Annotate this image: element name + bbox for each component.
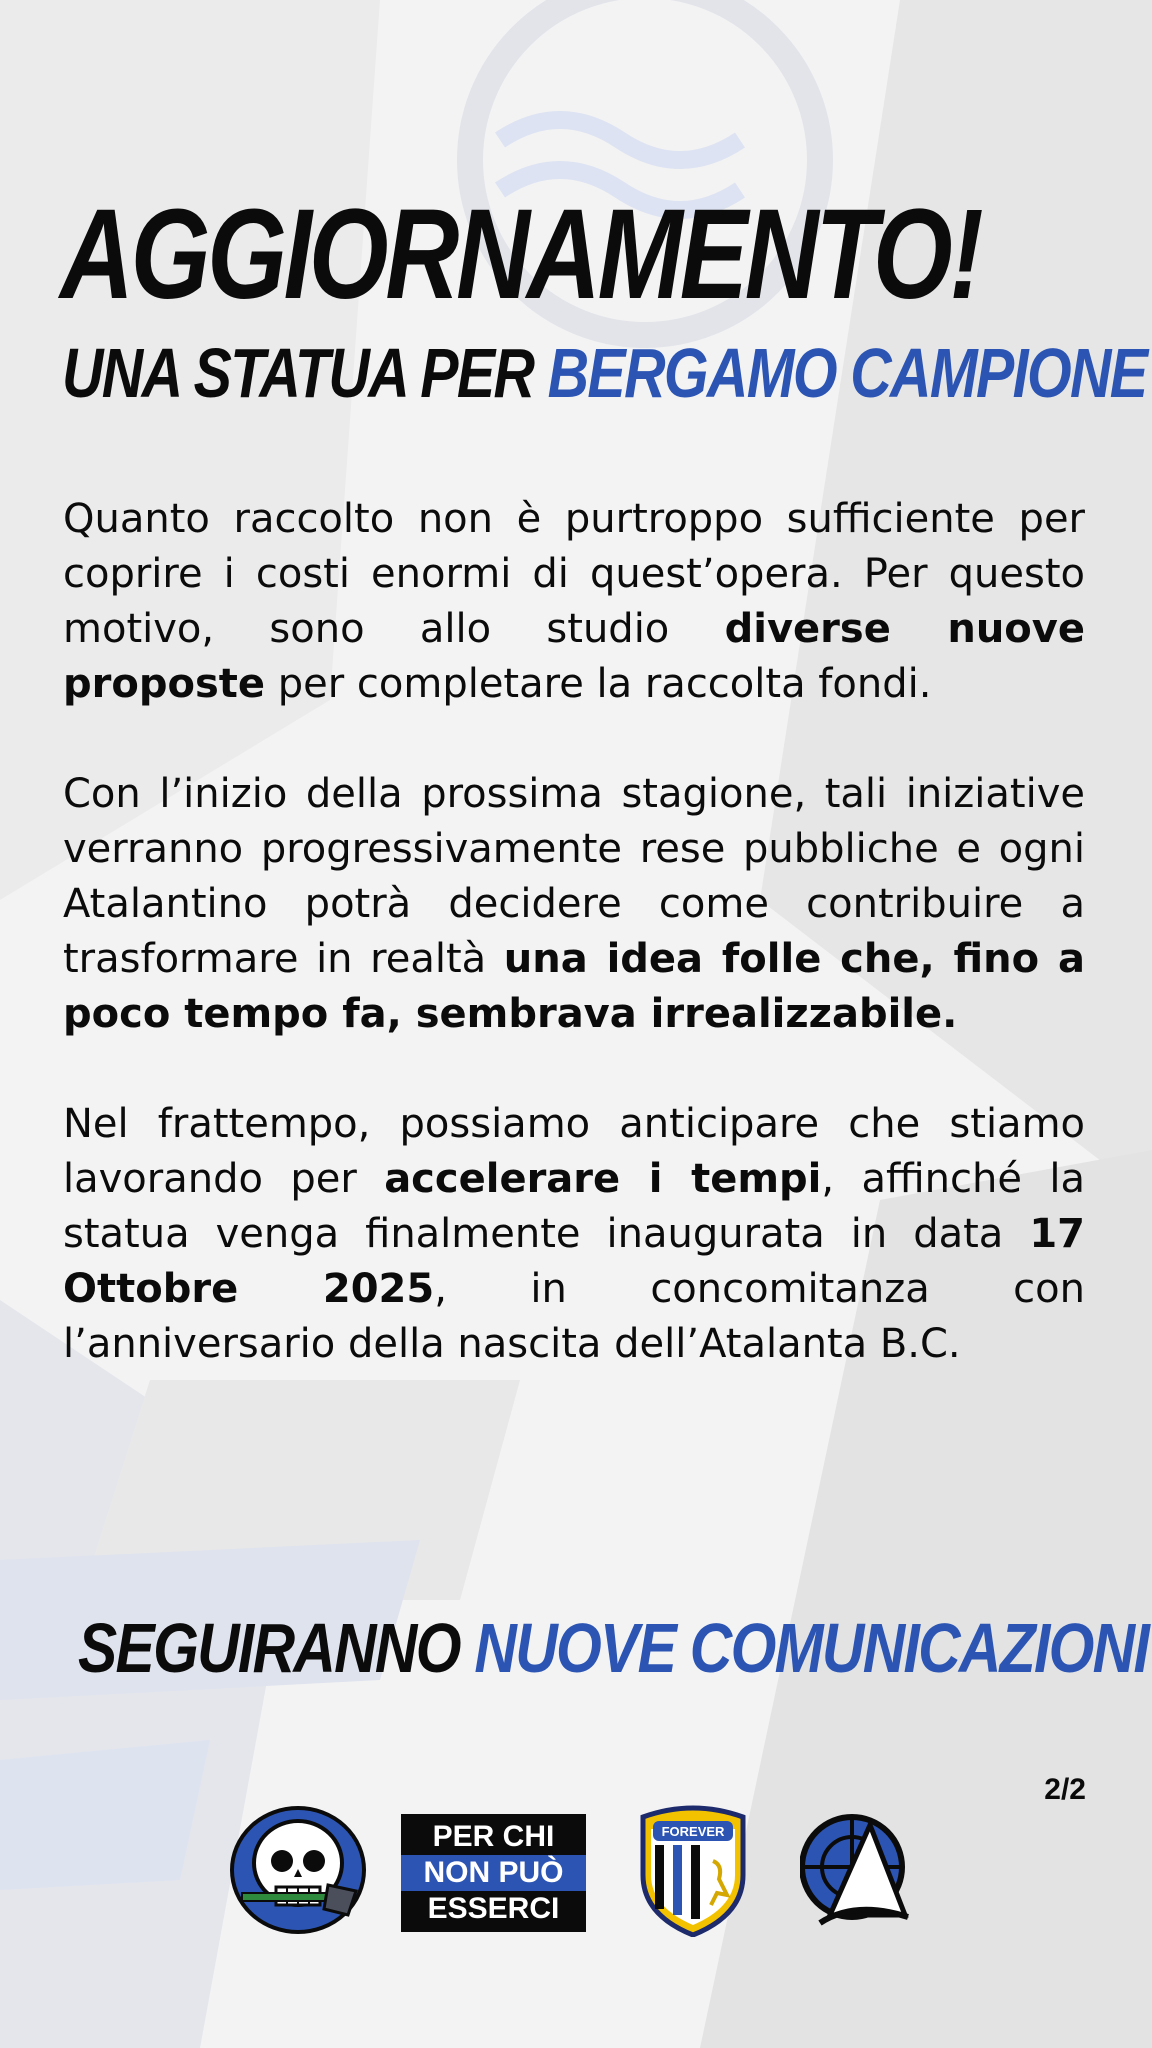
per-chi-line-2: NON PUÒ [401,1855,586,1891]
headline: AGGIORNAMENTO! [60,183,981,326]
paragraph-text: per completare la raccolta fondi. [265,661,932,707]
fan-club-logo-icon [800,1805,910,1935]
paragraph-text: Con l’inizio della prossima stagione, tali iniziative verranno progressivamente rese pubbliche e ogni Atalantino potrà decidere come contribuire a trasformare in realtà [63,771,1085,982]
forever-text: FOREVER [661,1824,725,1839]
footer-title-blue: NUOVE COMUNICAZIONI [474,1609,1149,1687]
paragraph-bold: accelerare i tempi [384,1156,822,1202]
paragraph-bold: 17 Ottobre 2025 [63,1211,1085,1312]
skull-logo-icon [228,1805,368,1935]
page-number: 2/2 [1044,1773,1086,1806]
logo-row [0,1795,1152,1945]
per-chi-line-3: ESSERCI [427,1892,560,1925]
paragraph-bold: diverse nuove proposte [63,606,1085,707]
per-chi-line-1: PER CHI [432,1820,555,1853]
paragraph-text: Quanto raccolto non è purtroppo sufficiente per coprire i costi enormi di quest’opera. Per questo motivo, sono allo studio [63,496,1085,652]
paragraph-text: , affinché la statua venga finalmente inaugurata in data [63,1156,1085,1257]
subheadline [62,333,1146,413]
paragraph-text: , in concomitanza con l’anniversario della nascita dell’Atalanta B.C. [63,1266,1085,1367]
subheadline-blue: BERGAMO CAMPIONE [547,334,1147,412]
footer-title-black: SEGUIRANNO [78,1609,460,1687]
paragraph-3 [63,1097,1085,1372]
paragraph-text: Nel frattempo, possiamo anticipare che stiamo lavorando per [63,1101,1085,1202]
body-text [63,492,1085,1427]
subheadline-black: UNA STATUA PER [62,334,534,412]
per-chi-non-puo-esserci-logo [401,1814,586,1932]
footer-title [78,1608,1148,1688]
paragraph-1 [63,492,1085,712]
shield-logo-icon [633,1805,753,1937]
paragraph-2 [63,767,1085,1042]
paragraph-bold: una idea folle che, fino a poco tempo fa, sembrava irrealizzabile. [63,936,1085,1037]
